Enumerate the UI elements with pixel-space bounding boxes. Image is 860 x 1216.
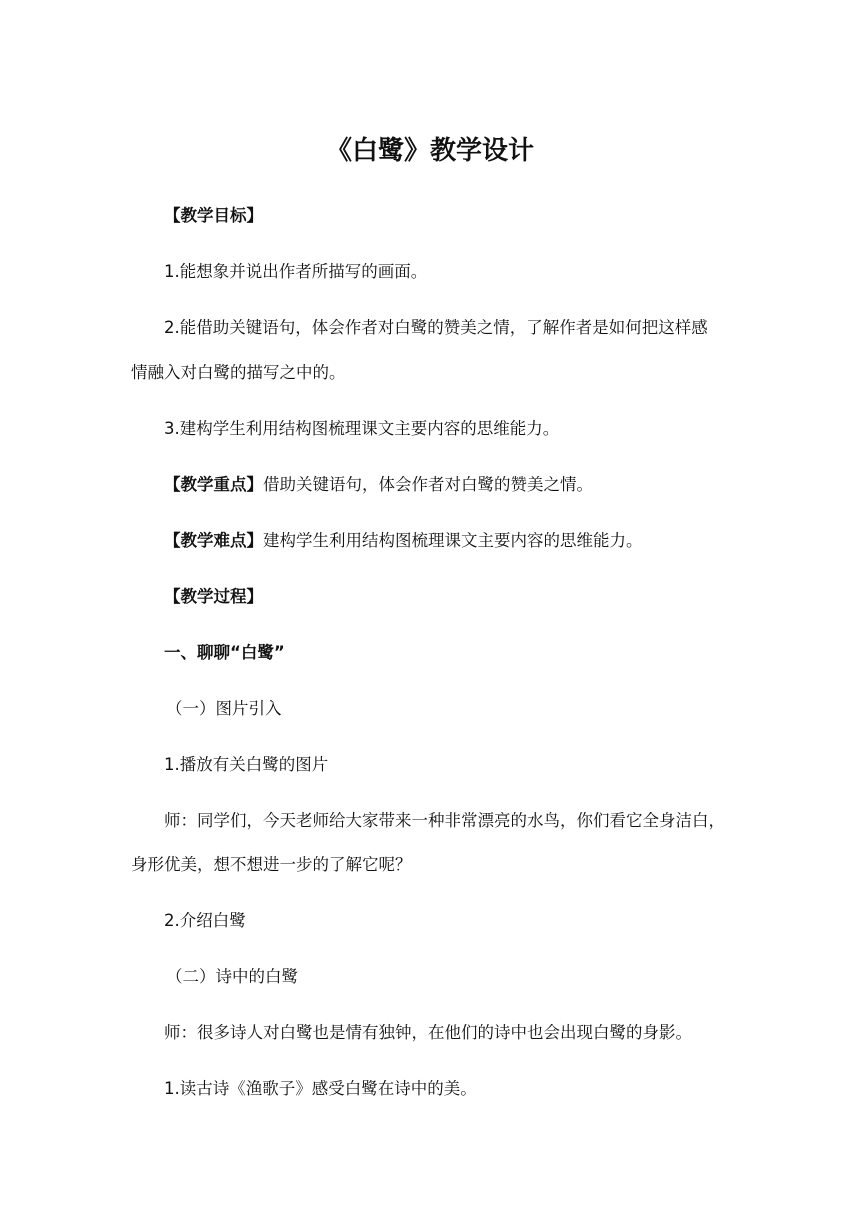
difficulty-label: 【教学难点】 xyxy=(164,531,263,550)
teacher-speech-1-line-2: 身形优美，想不想进一步的了解它呢？ xyxy=(131,855,412,874)
step-3: 1.读古诗《渔歌子》感受白鹭在诗中的美。 xyxy=(164,1079,477,1098)
objectives-heading: 【教学目标】 xyxy=(164,206,263,225)
difficulty-text: 建构学生利用结构图梳理课文主要内容的思维能力。 xyxy=(263,531,643,550)
teacher-speech-1-line-1: 师：同学们，今天老师给大家带来一种非常漂亮的水鸟，你们看它全身洁白， xyxy=(164,811,725,830)
objective-item-2-line-1: 2.能借助关键语句，体会作者对白鹭的赞美之情，了解作者是如何把这样感 xyxy=(164,318,708,337)
teacher-speech-2: 师：很多诗人对白鹭也是情有独钟，在他们的诗中也会出现白鹭的身影。 xyxy=(164,1023,692,1042)
objective-item-3: 3.建构学生利用结构图梳理课文主要内容的思维能力。 xyxy=(164,419,560,438)
key-point-text: 借助关键语句，体会作者对白鹭的赞美之情。 xyxy=(263,475,593,494)
subsection-2-heading: （二）诗中的白鹭 xyxy=(166,967,298,986)
subsection-1-heading: （一）图片引入 xyxy=(166,699,282,718)
process-heading: 【教学过程】 xyxy=(164,587,263,606)
key-point-label: 【教学重点】 xyxy=(164,475,263,494)
step-2: 2.介绍白鹭 xyxy=(164,911,246,930)
key-point-paragraph xyxy=(164,473,593,497)
objective-item-2-line-2: 情融入对白鹭的描写之中的。 xyxy=(131,363,346,382)
step-1: 1.播放有关白鹭的图片 xyxy=(164,755,329,774)
section-1-heading: 一、聊聊“白鹭” xyxy=(164,643,285,662)
document-title: 《白鹭》教学设计 xyxy=(325,136,534,166)
objective-item-1: 1.能想象并说出作者所描写的画面。 xyxy=(164,262,428,281)
difficulty-paragraph xyxy=(164,529,643,553)
